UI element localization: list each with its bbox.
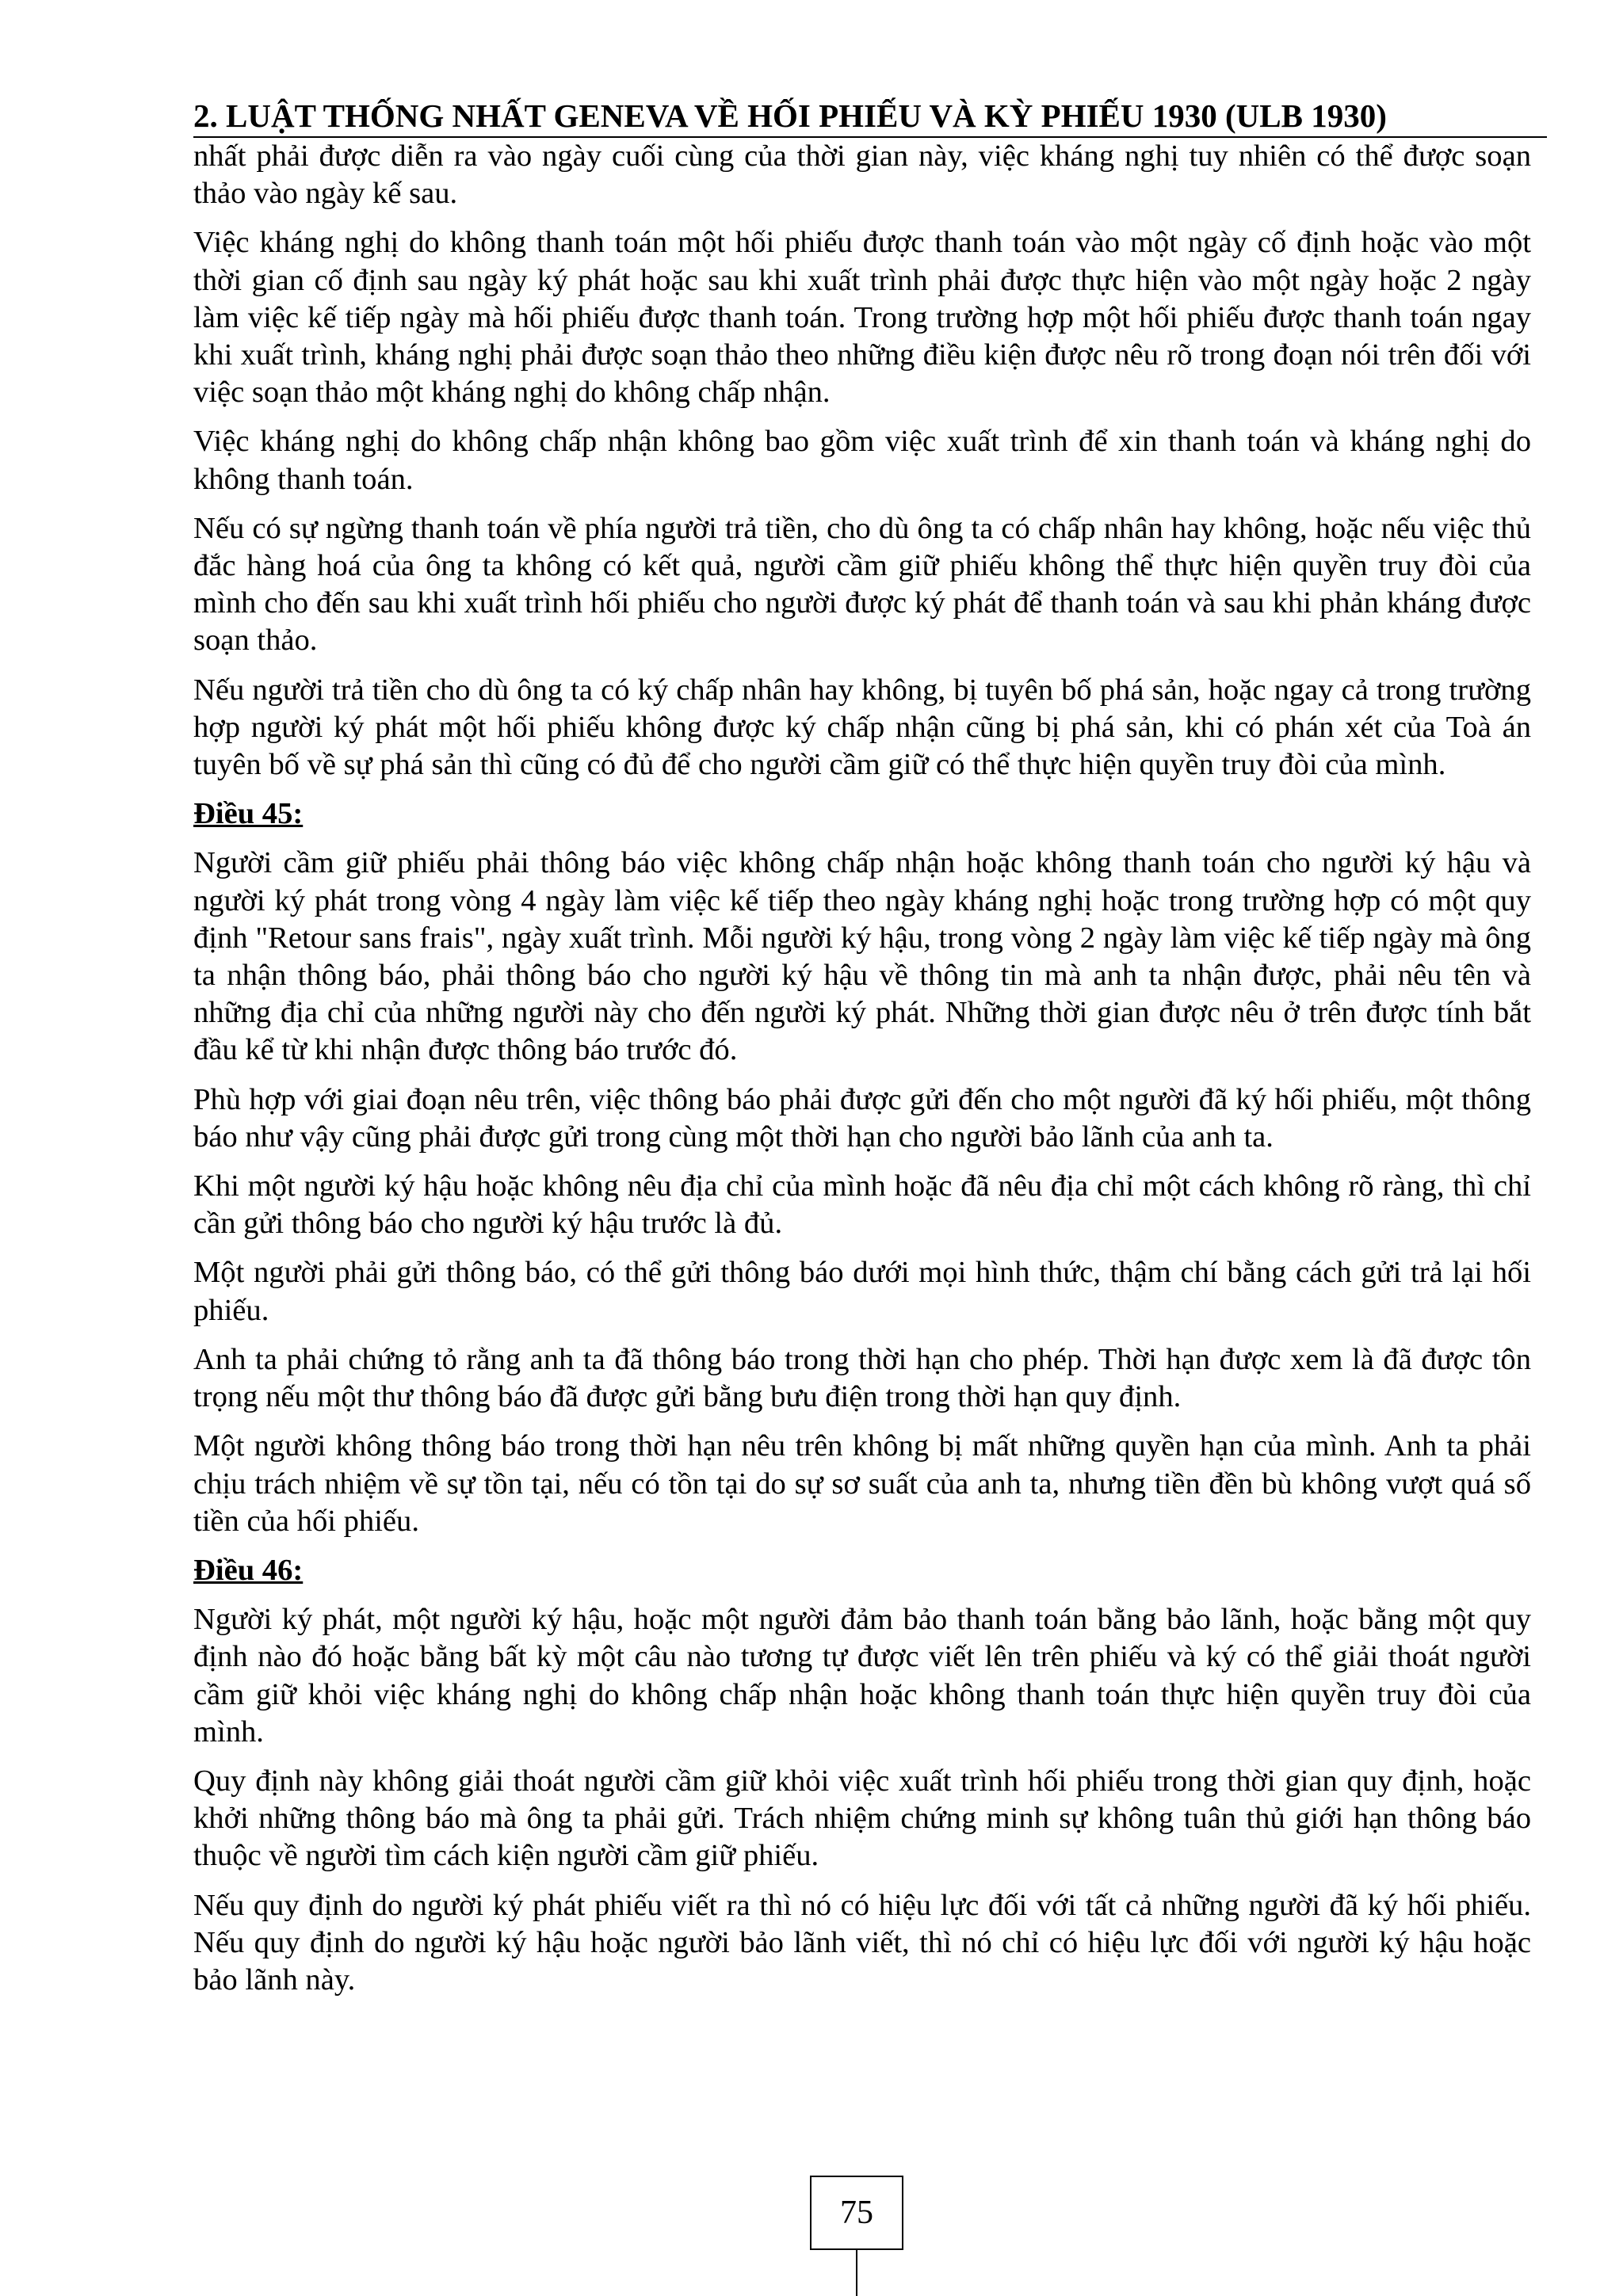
paragraph: Một người phải gửi thông báo, có thể gửi thông báo dưới mọi hình thức, thậm chí bằng cách gửi trả lại hối phiếu. bbox=[193, 1256, 1531, 1327]
running-header: 2. LUẬT THỐNG NHẤT GENEVA VỀ HỐI PHIẾU VÀ KỲ PHIẾU 1930 (ULB 1930) bbox=[193, 97, 1547, 138]
page-number-stem bbox=[856, 2250, 857, 2296]
paragraph: Quy định này không giải thoát người cầm giữ khỏi việc xuất trình hối phiếu trong thời gian quy định, hoặc khởi những thông báo mà ông ta phải gửi. Trách nhiệm chứng minh sự không tuân thủ giới hạn thông báo thuộc về người tìm cách kiện người cầm giữ phiếu. bbox=[193, 1764, 1531, 1873]
paragraph: Khi một người ký hậu hoặc không nêu địa chỉ của mình hoặc đã nêu địa chỉ một cách không rõ ràng, thì chỉ cần gửi thông báo cho người ký hậu trước là đủ. bbox=[193, 1169, 1531, 1241]
page-number-box bbox=[810, 2176, 903, 2250]
article-45-heading: Điều 45: bbox=[193, 797, 304, 831]
paragraph: Việc kháng nghị do không thanh toán một hối phiếu được thanh toán vào một ngày cố định hoặc vào một thời gian cố định sau ngày ký phát hoặc sau khi xuất trình phải được thực hiện vào một ngày hoặc 2 ngày làm việc kế tiếp ngày mà hối phiếu được thanh toán. Trong trường hợp một hối phiếu được thanh toán ngay khi xuất trình, kháng nghị phải được soạn thảo theo những điều kiện được nêu rõ trong đoạn nói trên đối với việc soạn thảo một kháng nghị do không chấp nhận. bbox=[193, 226, 1531, 410]
paragraph: Nếu người trả tiền cho dù ông ta có ký chấp nhân hay không, bị tuyên bố phá sản, hoặc ngay cả trong trường hợp người ký phát một hối phiếu không được ký chấp nhận cũng bị phá sản, khi có phán xét của Toà án tuyên bố về sự phá sản thì cũng có đủ để cho người cầm giữ có thể thực hiện quyền truy đòi của mình. bbox=[193, 673, 1531, 782]
article-46-heading: Điều 46: bbox=[193, 1553, 304, 1587]
paragraph: Anh ta phải chứng tỏ rằng anh ta đã thông báo trong thời hạn cho phép. Thời hạn được xem là đã được tôn trọng nếu một thư thông báo đã được gửi bằng bưu điện trong thời hạn quy định. bbox=[193, 1342, 1531, 1414]
paragraph: Người ký phát, một người ký hậu, hoặc một người đảm bảo thanh toán bằng bảo lãnh, hoặc bằng một quy định nào đó hoặc bằng bất kỳ một câu nào tương tự được viết lên trên phiếu và ký có thể giải thoát người cầm giữ khỏi việc kháng nghị do không chấp nhận hoặc không thanh toán thực hiện quyền truy đòi của mình. bbox=[193, 1603, 1531, 1749]
paragraph: Một người không thông báo trong thời hạn nêu trên không bị mất những quyền hạn của mình. Anh ta phải chịu trách nhiệm về sự tồn tại, nếu có tồn tại do sự sơ suất của anh ta, nhưng tiền đền bù không vượt quá số tiền của hối phiếu. bbox=[193, 1429, 1531, 1538]
paragraph: Người cầm giữ phiếu phải thông báo việc không chấp nhận hoặc không thanh toán cho người ký hậu và người ký phát trong vòng 4 ngày làm việc kế tiếp theo ngày kháng nghị hoặc trong trường hợp có một quy định "Retour sans frais", ngày xuất trình. Mỗi người ký hậu, trong vòng 2 ngày làm việc kế tiếp ngày mà ông ta nhận thông báo, phải thông báo cho người ký hậu về thông tin mà anh ta nhận được, phải nêu tên và những địa chỉ của những người này cho đến người ký phát. Những thời gian được nêu ở trên được tính bắt đầu kể từ khi nhận được thông báo trước đó. bbox=[193, 846, 1531, 1067]
paragraph: Nếu quy định do người ký phát phiếu viết ra thì nó có hiệu lực đối với tất cả những người đã ký hối phiếu. Nếu quy định do người ký hậu hoặc người bảo lãnh viết, thì nó chỉ có hiệu lực đối với người ký hậu hoặc bảo lãnh này. bbox=[193, 1888, 1531, 1997]
page-body bbox=[193, 138, 1531, 2011]
paragraph: Việc kháng nghị do không chấp nhận không bao gồm việc xuất trình để xin thanh toán và kháng nghị do không thanh toán. bbox=[193, 425, 1531, 496]
page-number: 75 bbox=[840, 2195, 873, 2231]
paragraph: Phù hợp với giai đoạn nêu trên, việc thông báo phải được gửi đến cho một người đã ký hối phiếu, một thông báo như vậy cũng phải được gửi trong cùng một thời hạn cho người bảo lãnh của anh ta. bbox=[193, 1082, 1531, 1154]
paragraph: nhất phải được diễn ra vào ngày cuối cùng của thời gian này, việc kháng nghị tuy nhiên có thể được soạn thảo vào ngày kế sau. bbox=[193, 139, 1531, 211]
paragraph: Nếu có sự ngừng thanh toán về phía người trả tiền, cho dù ông ta có chấp nhân hay không, hoặc nếu việc thủ đắc hàng hoá của ông ta không có kết quả, người cầm giữ phiếu không thể thực hiện quyền truy đòi của mình cho đến sau khi xuất trình hối phiếu cho người được ký phát để thanh toán và sau khi phản kháng được soạn thảo. bbox=[193, 511, 1531, 658]
